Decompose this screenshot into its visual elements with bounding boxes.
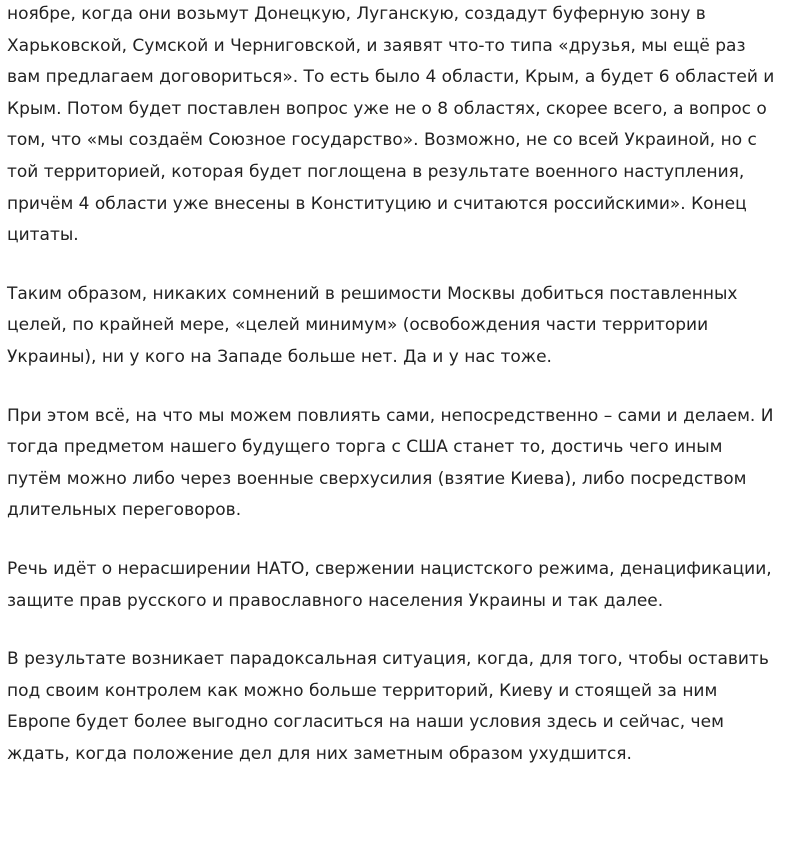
article-paragraph: Речь идёт о нерасширении НАТО, свержении нацистского режима, денацификации, защите прав русского и православного населения Украины и так далее. — [7, 558, 772, 611]
article-paragraph: При этом всё, на что мы можем повлиять сами, непосредственно – сами и делаем. И тогда предметом нашего будущего торга с США станет то, достичь чего иным путём можно либо через военные сверхусилия (взятие Киева), либо посредством длительных переговоров. — [7, 405, 774, 521]
article-paragraph: ноябре, когда они возьмут Донецкую, Луганскую, создадут буферную зону в Харьковской, Сумской и Черниговской, и заявят что-то типа «друзья, мы ещё раз вам предлагаем договориться». То есть было 4 области, Крым, а будет 6 областей и Крым. Потом будет поставлен вопрос уже не о 8 областях, скорее всего, а вопрос о том, что «мы создаём Союзное государство». Возможно, не со всей Украиной, но с той территорией, которая будет поглощена в результате военного наступления, причём 4 области уже внесены в Конституцию и считаются российскими». Конец цитаты. — [7, 4, 775, 246]
article-paragraph: Таким образом, никаких сомнений в решимости Москвы добиться поставленных целей, по крайней мере, «целей минимум» (освобождения части территории Украины), ни у кого на Западе больше нет. Да и у нас тоже. — [7, 283, 738, 367]
article-paragraph: В результате возникает парадоксальная ситуация, когда, для того, чтобы оставить под своим контролем как можно больше территорий, Киеву и стоящей за ним Европе будет более выгодно согласиться на наши условия здесь и сейчас, чем ждать, когда положение дел для них заметным образом ухудшится. — [7, 649, 769, 764]
